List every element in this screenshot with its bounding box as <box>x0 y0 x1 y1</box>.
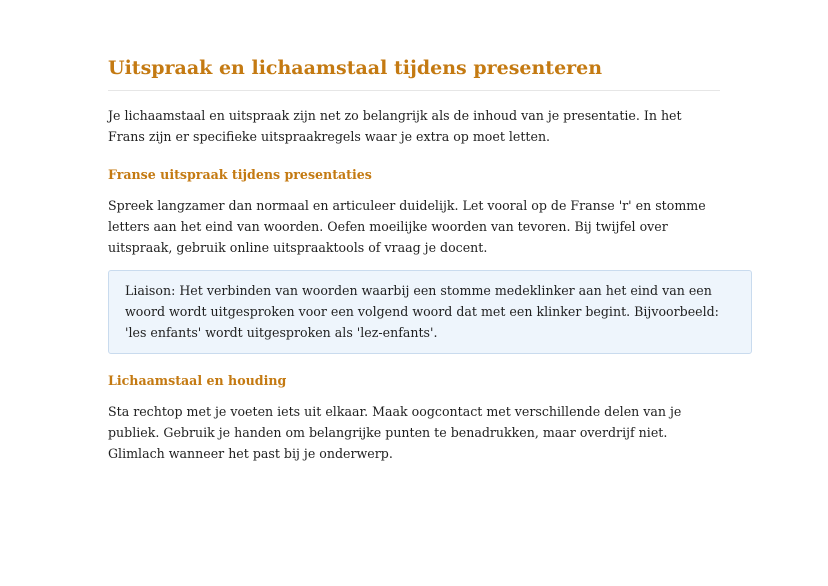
article-content <box>108 54 752 464</box>
section-heading-pronunciation: Franse uitspraak tijdens presentaties <box>108 167 372 182</box>
page-title: Uitspraak en lichaamstaal tijdens presenteren <box>108 54 720 91</box>
section-text-pronunciation: Spreek langzamer dan normaal en articuleer duidelijk. Let vooral op de Franse 'r' en stomme letters aan het eind van woorden. Oefen moeilijke woorden van tevoren. Bij twijfel over uitspraak, gebruik online uitspraaktools of vraag je docent. <box>108 198 706 255</box>
section-heading-body-language: Lichaamstaal en houding <box>108 373 287 388</box>
section-text-body-language: Sta rechtop met je voeten iets uit elkaar. Maak oogcontact met verschillende delen van je publiek. Gebruik je handen om belangrijke punten te benadrukken, maar overdrijf niet. Glimlach wanneer het past bij je onderwerp. <box>108 404 682 461</box>
liaison-note-text: Liaison: Het verbinden van woorden waarbij een stomme medeklinker aan het eind van een woord wordt uitgesproken voor een volgend woord dat met een klinker begint. Bijvoorbeeld: 'les enfants' wordt uitgesproken als 'lez-enfants'. <box>125 283 719 340</box>
intro-paragraph: Je lichaamstaal en uitspraak zijn net zo belangrijk als de inhoud van je presentatie. In het Frans zijn er specifieke uitspraakregels waar je extra op moet letten. <box>108 108 682 144</box>
liaison-note-box <box>108 270 752 354</box>
